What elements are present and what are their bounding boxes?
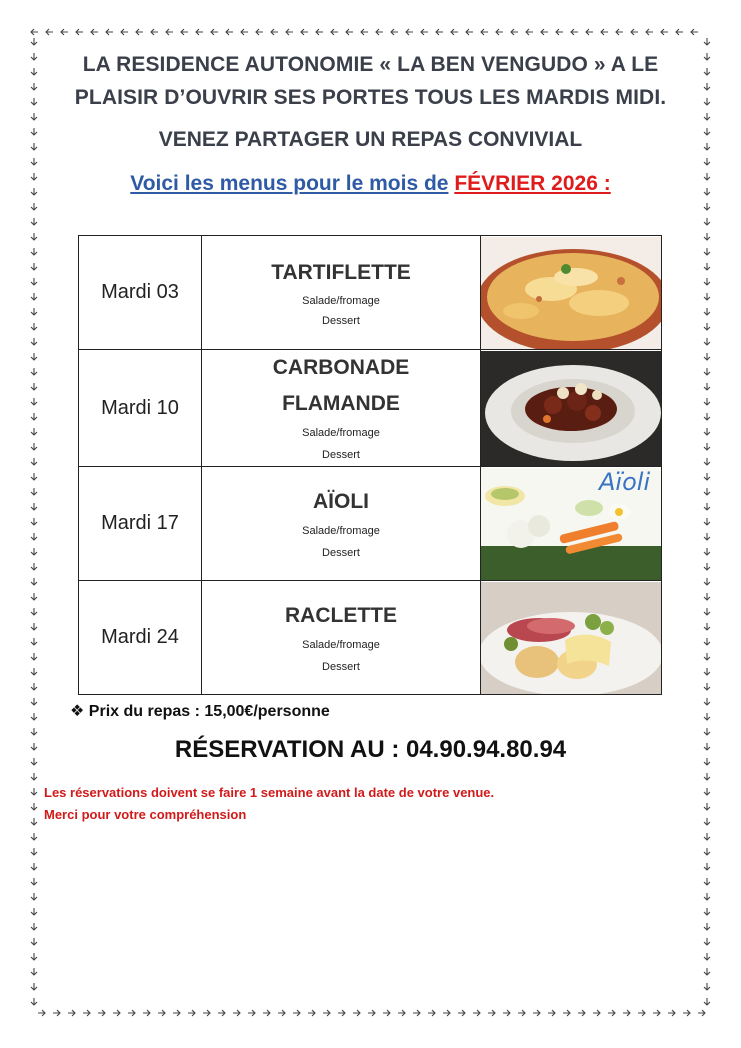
- carbonade-photo-icon: [481, 351, 661, 466]
- menus-heading: [40, 172, 701, 196]
- menu-dish-cell: [202, 467, 481, 581]
- dish-extra-dessert: Dessert: [322, 546, 360, 559]
- menu-dish-cell: [202, 236, 481, 350]
- aioli-photo-caption: Aïoli: [599, 467, 651, 496]
- reservation-notes: [44, 782, 494, 826]
- dish-extra-salad: Salade/fromage: [302, 294, 380, 307]
- menu-day: Mardi 24: [79, 581, 202, 695]
- menu-table: [78, 235, 662, 695]
- table-row: [79, 350, 662, 467]
- table-row: [79, 581, 662, 695]
- table-row: [79, 467, 662, 581]
- dish-extra-salad: Salade/fromage: [302, 427, 380, 439]
- dish-extra-dessert: Dessert: [322, 660, 360, 673]
- title-line-2: PLAISIR D’OUVRIR SES PORTES TOUS LES MARDIS MIDI.: [74, 86, 667, 109]
- menu-photo-cell: [481, 236, 662, 350]
- menu-dish-cell: [202, 581, 481, 695]
- dish-name: CARBONADE: [272, 356, 410, 379]
- subtitle: VENEZ PARTAGER UN REPAS CONVIVIAL: [158, 128, 583, 151]
- dish-name: TARTIFLETTE: [271, 260, 411, 284]
- dish-extra-salad: Salade/fromage: [302, 524, 380, 537]
- price-text: Prix du repas : 15,00€/personne: [88, 703, 330, 720]
- dish-extra-dessert: Dessert: [322, 449, 360, 461]
- dish-name: RACLETTE: [285, 603, 397, 627]
- menu-photo-cell: [481, 581, 662, 695]
- dish-extra-dessert: Dessert: [322, 314, 360, 327]
- dish-extra-salad: Salade/fromage: [302, 638, 380, 651]
- menus-month: FÉVRIER 2026 :: [454, 172, 611, 195]
- dish-name: AÏOLI: [313, 489, 369, 513]
- menu-dish-cell: [202, 350, 481, 467]
- menu-photo-cell: [481, 350, 662, 467]
- raclette-photo-icon: [481, 582, 661, 694]
- title-block: [40, 48, 701, 114]
- menus-intro: Voici les menus pour le mois de: [130, 172, 449, 195]
- title-line-1: LA RESIDENCE AUTONOMIE « LA BEN VENGUDO » A LE: [82, 53, 659, 76]
- note-line-1: Les réservations doivent se faire 1 semaine avant la date de votre venue.: [44, 785, 495, 800]
- table-row: [79, 236, 662, 350]
- dish-name-line-2: FLAMANDE: [282, 392, 400, 415]
- note-line-2: Merci pour votre compréhension: [44, 807, 247, 822]
- diamond-bullet-icon: ❖: [70, 703, 85, 720]
- menu-day: Mardi 03: [79, 236, 202, 350]
- aioli-photo-icon: [481, 468, 661, 580]
- menu-day: Mardi 17: [79, 467, 202, 581]
- reservation-phone: RÉSERVATION AU : 04.90.94.80.94: [174, 736, 567, 763]
- menu-day: Mardi 10: [79, 350, 202, 467]
- menu-photo-cell: [481, 467, 662, 581]
- price-line: [70, 701, 330, 721]
- tartiflette-photo-icon: [481, 237, 661, 349]
